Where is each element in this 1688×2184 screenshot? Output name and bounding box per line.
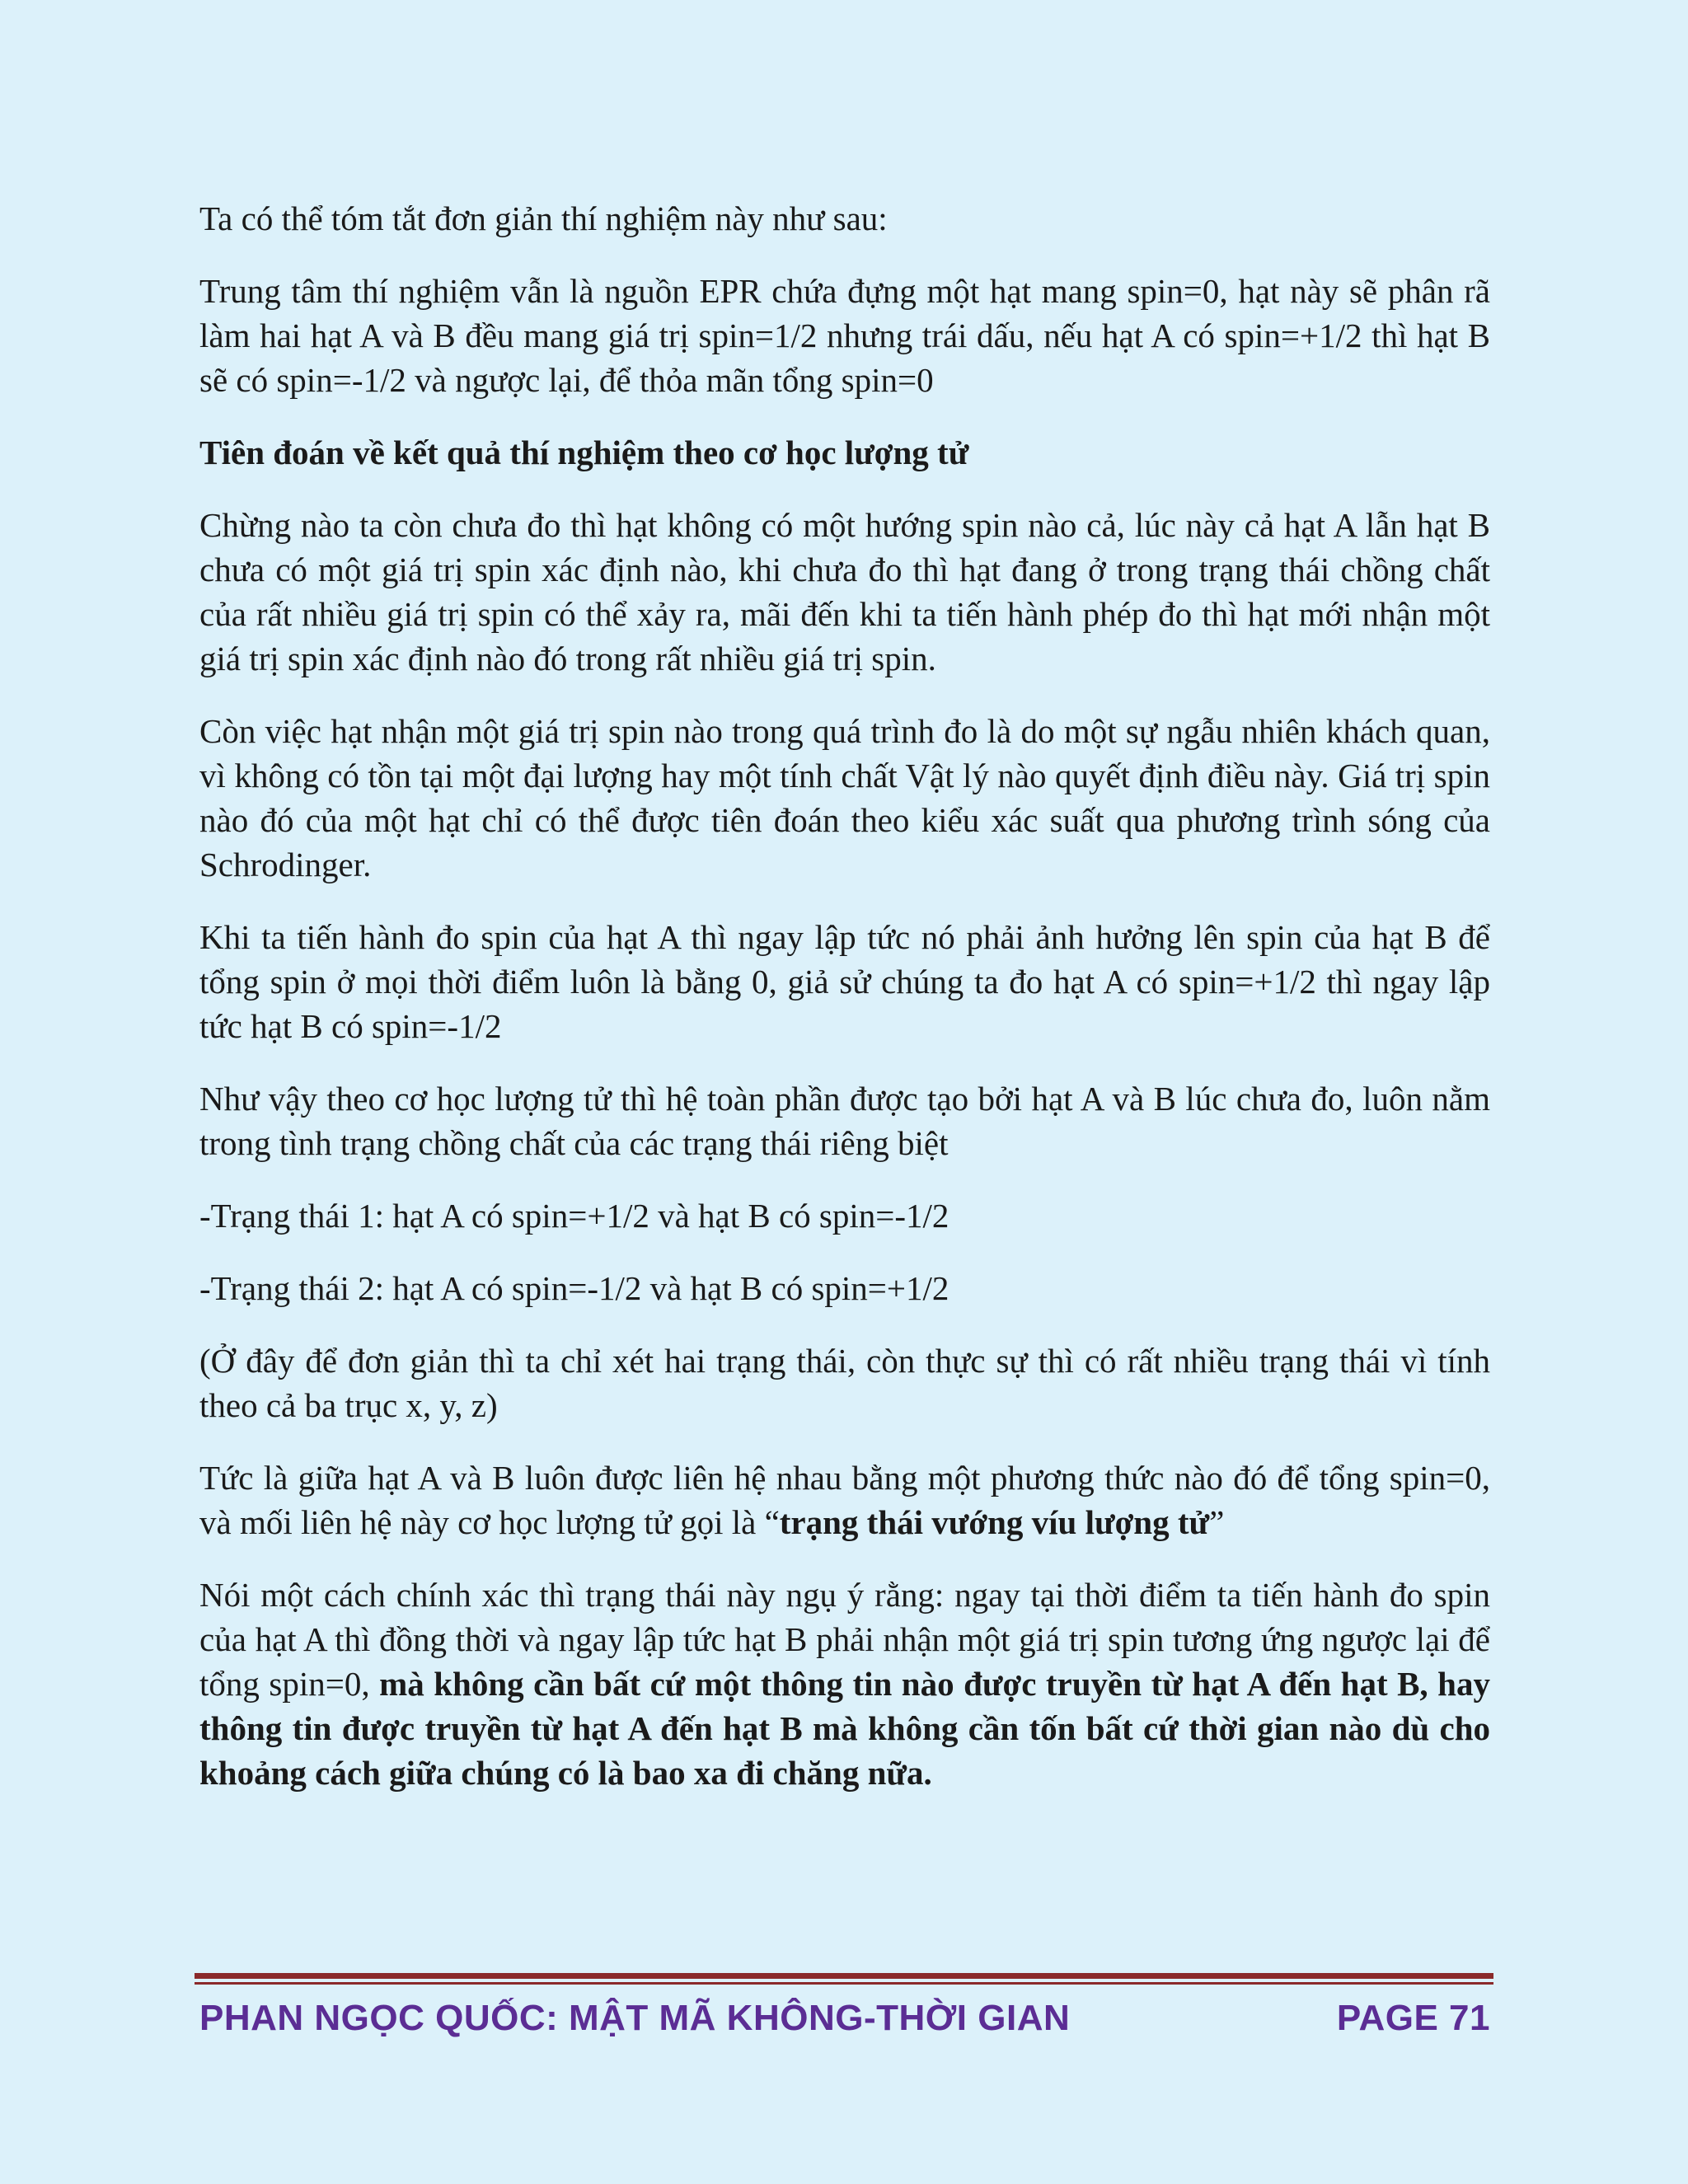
page-body xyxy=(199,196,1490,1795)
paragraph-epr-source: Trung tâm thí nghiệm vẫn là nguồn EPR chứa đựng một hạt mang spin=0, hạt này sẽ phân rã làm hai hạt A và B đều mang giá trị spin=1/2 nhưng trái dấu, nếu hạt A có spin=+1/2 thì hạt B sẽ có spin=-1/2 và ngược lại, để thỏa mãn tổng spin=0 xyxy=(199,272,1490,399)
entanglement-term: trạng thái vướng víu lượng tử xyxy=(779,1503,1210,1541)
paragraph-superposition: Chừng nào ta còn chưa đo thì hạt không có một hướng spin nào cả, lúc này cả hạt A lẫn hạt B chưa có một giá trị spin xác định nào, khi chưa đo thì hạt đang ở trong trạng thái chồng chất của rất nhiều giá trị spin có thể xảy ra, mãi đến khi ta tiến hành phép đo thì hạt mới nhận một giá trị spin xác định nào đó trong rất nhiều giá trị spin. xyxy=(199,506,1490,677)
section-heading: Tiên đoán về kết quả thí nghiệm theo cơ học lượng tử xyxy=(199,434,969,471)
footer-divider-thin xyxy=(195,1982,1493,1985)
paragraph-total-system: Như vậy theo cơ học lượng tử thì hệ toàn phần được tạo bởi hạt A và B lúc chưa đo, luôn nằm trong tình trạng chồng chất của các trạng thái riêng biệt xyxy=(199,1080,1490,1162)
paragraph-entanglement xyxy=(199,1455,1490,1544)
footer-book-title: PHAN NGỌC QUỐC: MẬT MÃ KHÔNG-THỜI GIAN xyxy=(199,1998,1071,2038)
conclusion-emphasis: mà không cần bất cứ một thông tin nào được truyền từ hạt A đến hạt B, hay thông tin được truyền từ hạt A đến hạt B mà không cần tốn bất cứ thời gian nào dù cho khoảng cách giữa chúng có là bao xa đi chăng nữa. xyxy=(199,1665,1490,1792)
conclusion-text-start: Nói một cách chính xác thì trạng thái này ngụ ý rằng: ngay tại thời điểm ta tiến hành đo spin của hạt A thì đồng thời và ngay lập tức hạt B phải nhận một giá trị spin tương ứng ngược lại để tổng spin=0, xyxy=(199,1576,1490,1703)
paragraph-state-1: -Trạng thái 1: hạt A có spin=+1/2 và hạt B có spin=-1/2 xyxy=(199,1197,950,1235)
paragraph-randomness: Còn việc hạt nhận một giá trị spin nào trong quá trình đo là do một sự ngẫu nhiên khách quan, vì không có tồn tại một đại lượng hay một tính chất Vật lý nào quyết định điều này. Giá trị spin nào đó của một hạt chỉ có thể được tiên đoán theo kiểu xác suất qua phương trình sóng của Schrodinger. xyxy=(199,712,1490,883)
paragraph-state-2: -Trạng thái 2: hạt A có spin=-1/2 và hạt B có spin=+1/2 xyxy=(199,1269,950,1307)
footer-divider-thick xyxy=(195,1973,1493,1979)
paragraph-intro: Ta có thể tóm tắt đơn giản thí nghiệm này như sau: xyxy=(199,199,888,237)
paragraph-measurement: Khi ta tiến hành đo spin của hạt A thì ngay lập tức nó phải ảnh hưởng lên spin của hạt B để tổng spin ở mọi thời điểm luôn là bằng 0, giả sử chúng ta đo hạt A có spin=+1/2 thì ngay lập tức hạt B có spin=-1/2 xyxy=(199,918,1490,1045)
entanglement-text-end: ” xyxy=(1209,1503,1225,1541)
page-footer xyxy=(199,1990,1490,2047)
entanglement-text-start: Tức là giữa hạt A và B luôn được liên hệ nhau bằng một phương thức nào đó để tổng spin=0, và mối liên hệ này cơ học lượng tử gọi là “ xyxy=(199,1459,1490,1541)
footer-page-number: PAGE 71 xyxy=(1336,1998,1490,2038)
paragraph-note: (Ở đây để đơn giản thì ta chỉ xét hai trạng thái, còn thực sự thì có rất nhiều trạng thái vì tính theo cả ba trục x, y, z) xyxy=(199,1342,1490,1424)
paragraph-conclusion xyxy=(199,1572,1490,1795)
